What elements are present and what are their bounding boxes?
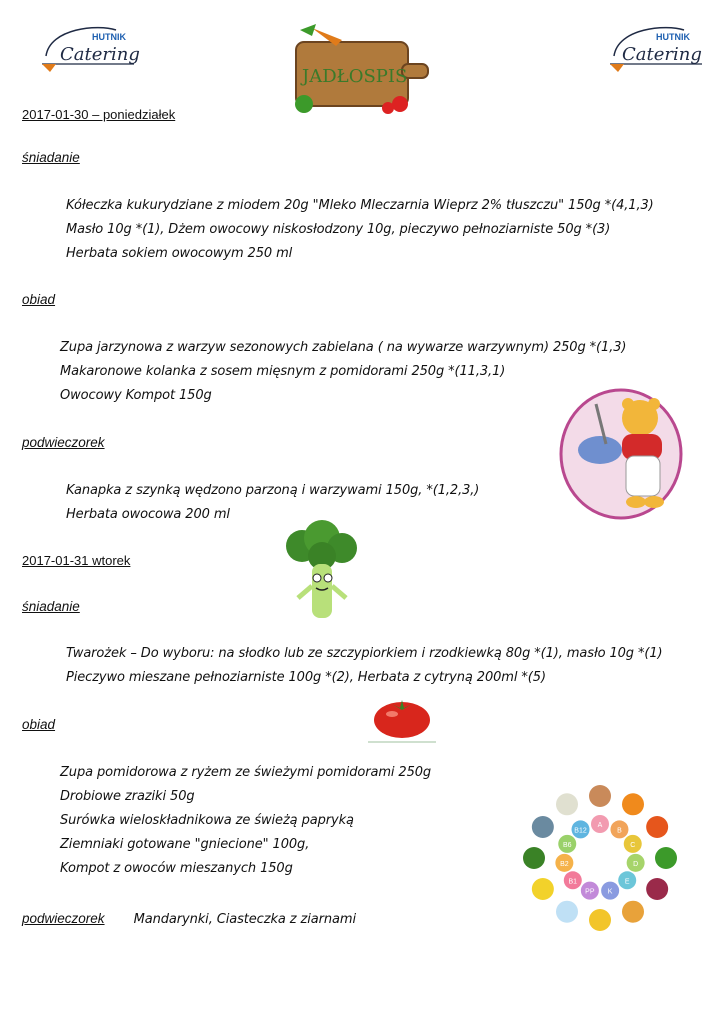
- food-icon: [589, 785, 611, 807]
- menu-line: Pieczywo mieszane pełnoziarniste 100g *(2), Herbata z cytryną 200ml *(5): [66, 670, 546, 685]
- meal-header-breakfast: śniadanie: [22, 150, 80, 165]
- menu-line: Owocowy Kompot 150g: [60, 388, 212, 403]
- food-icon: [532, 816, 554, 838]
- menu-line: Twarożek – Do wyboru: na słodko lub ze szczypiorkiem i rzodkiewką 80g *(1), masło 10g *(1): [66, 646, 663, 661]
- catering-logo-right: [606, 22, 710, 74]
- food-icon: [556, 793, 578, 815]
- vitamin-letter: B6: [562, 841, 572, 849]
- meal-header-lunch: obiad: [22, 292, 56, 307]
- banner-title: JADŁOSPIS: [302, 66, 408, 87]
- food-icon: [655, 847, 677, 869]
- menu-line: Herbata sokiem owocowym 250 ml: [66, 246, 293, 261]
- broccoli-icon: [284, 520, 360, 624]
- vitamin-letter: K: [607, 888, 613, 896]
- menu-line: Zupa jarzynowa z warzyw sezonowych zabielana ( na wywarze warzywnym) 250g *(1,3): [60, 340, 627, 355]
- logo-name: Catering: [60, 44, 140, 65]
- menu-line: Ziemniaki gotowane "gniecione" 100g,: [60, 837, 310, 852]
- bear-chef-icon: [556, 384, 686, 524]
- meal-header-lunch: obiad: [22, 717, 56, 732]
- meal-header-snack: podwieczorek: [22, 911, 105, 926]
- tomato-illustration: [366, 694, 438, 746]
- vitamin-wheel-illustration: [514, 778, 686, 938]
- tomato-icon: [366, 694, 438, 746]
- menu-line: Kółeczka kukurydziane z miodem 20g "Mleko Mleczarnia Wieprz 2% tłuszczu" 150g *(4,1,3): [66, 198, 654, 213]
- menu-line: Herbata owocowa 200 ml: [66, 507, 230, 522]
- logo-name: Catering: [622, 44, 702, 65]
- menu-line: Kompot z owoców mieszanych 150g: [60, 861, 293, 876]
- menu-line: Drobiowe zraziki 50g: [60, 789, 195, 804]
- menu-banner: [282, 22, 432, 118]
- food-icon: [532, 878, 554, 900]
- day-date: [22, 553, 130, 568]
- vitamin-letter: B12: [574, 827, 587, 835]
- vitamin-letter: B: [617, 827, 622, 835]
- food-icon: [622, 793, 644, 815]
- menu-line: Kanapka z szynką wędzono parzoną i warzywami 150g, *(1,2,3,): [66, 483, 480, 498]
- vitamin-letter: D: [633, 860, 639, 868]
- menu-line: Surówka wieloskładnikowa ze świeżą papryką: [60, 813, 354, 828]
- vitamin-letter: E: [624, 878, 630, 886]
- vitamin-letter: C: [630, 841, 636, 849]
- bear-chef-illustration: [556, 384, 686, 524]
- vitamin-letter: A: [597, 822, 603, 829]
- logo-brand: HUTNIK: [92, 32, 126, 42]
- logo-brand: HUTNIK: [656, 32, 690, 42]
- food-icon: [646, 878, 668, 900]
- menu-line: Makaronowe kolanka z sosem mięsnym z pomidorami 250g *(11,3,1): [60, 364, 506, 379]
- snack-row: [22, 908, 356, 927]
- broccoli-illustration: [284, 520, 360, 624]
- vitamin-letter: PP: [585, 888, 595, 896]
- food-icon: [523, 847, 545, 869]
- menu-line: Mandarynki, Ciasteczka z ziarnami: [133, 912, 356, 927]
- food-icon: [646, 816, 668, 838]
- menu-line: Zupa pomidorowa z ryżem ze świeżymi pomidorami 250g: [60, 765, 432, 780]
- menu-line: Masło 10g *(1), Dżem owocowy niskosłodzony 10g, pieczywo pełnoziarniste 50g *(3): [66, 222, 611, 237]
- day-date-text: 2017-01-31 wtorek: [22, 553, 131, 568]
- vitamin-letter: B2: [560, 860, 569, 868]
- food-icon: [556, 901, 578, 923]
- meal-header-breakfast: śniadanie: [22, 599, 80, 614]
- catering-logo-left: [38, 22, 142, 74]
- food-icon: [622, 901, 644, 923]
- vitamin-wheel-icon: [514, 778, 686, 938]
- food-icon: [589, 909, 611, 931]
- meal-header-snack: podwieczorek: [22, 435, 105, 450]
- vitamin-letter: B1: [568, 878, 578, 886]
- day-date: 2017-01-30 – poniedziałek: [22, 107, 176, 122]
